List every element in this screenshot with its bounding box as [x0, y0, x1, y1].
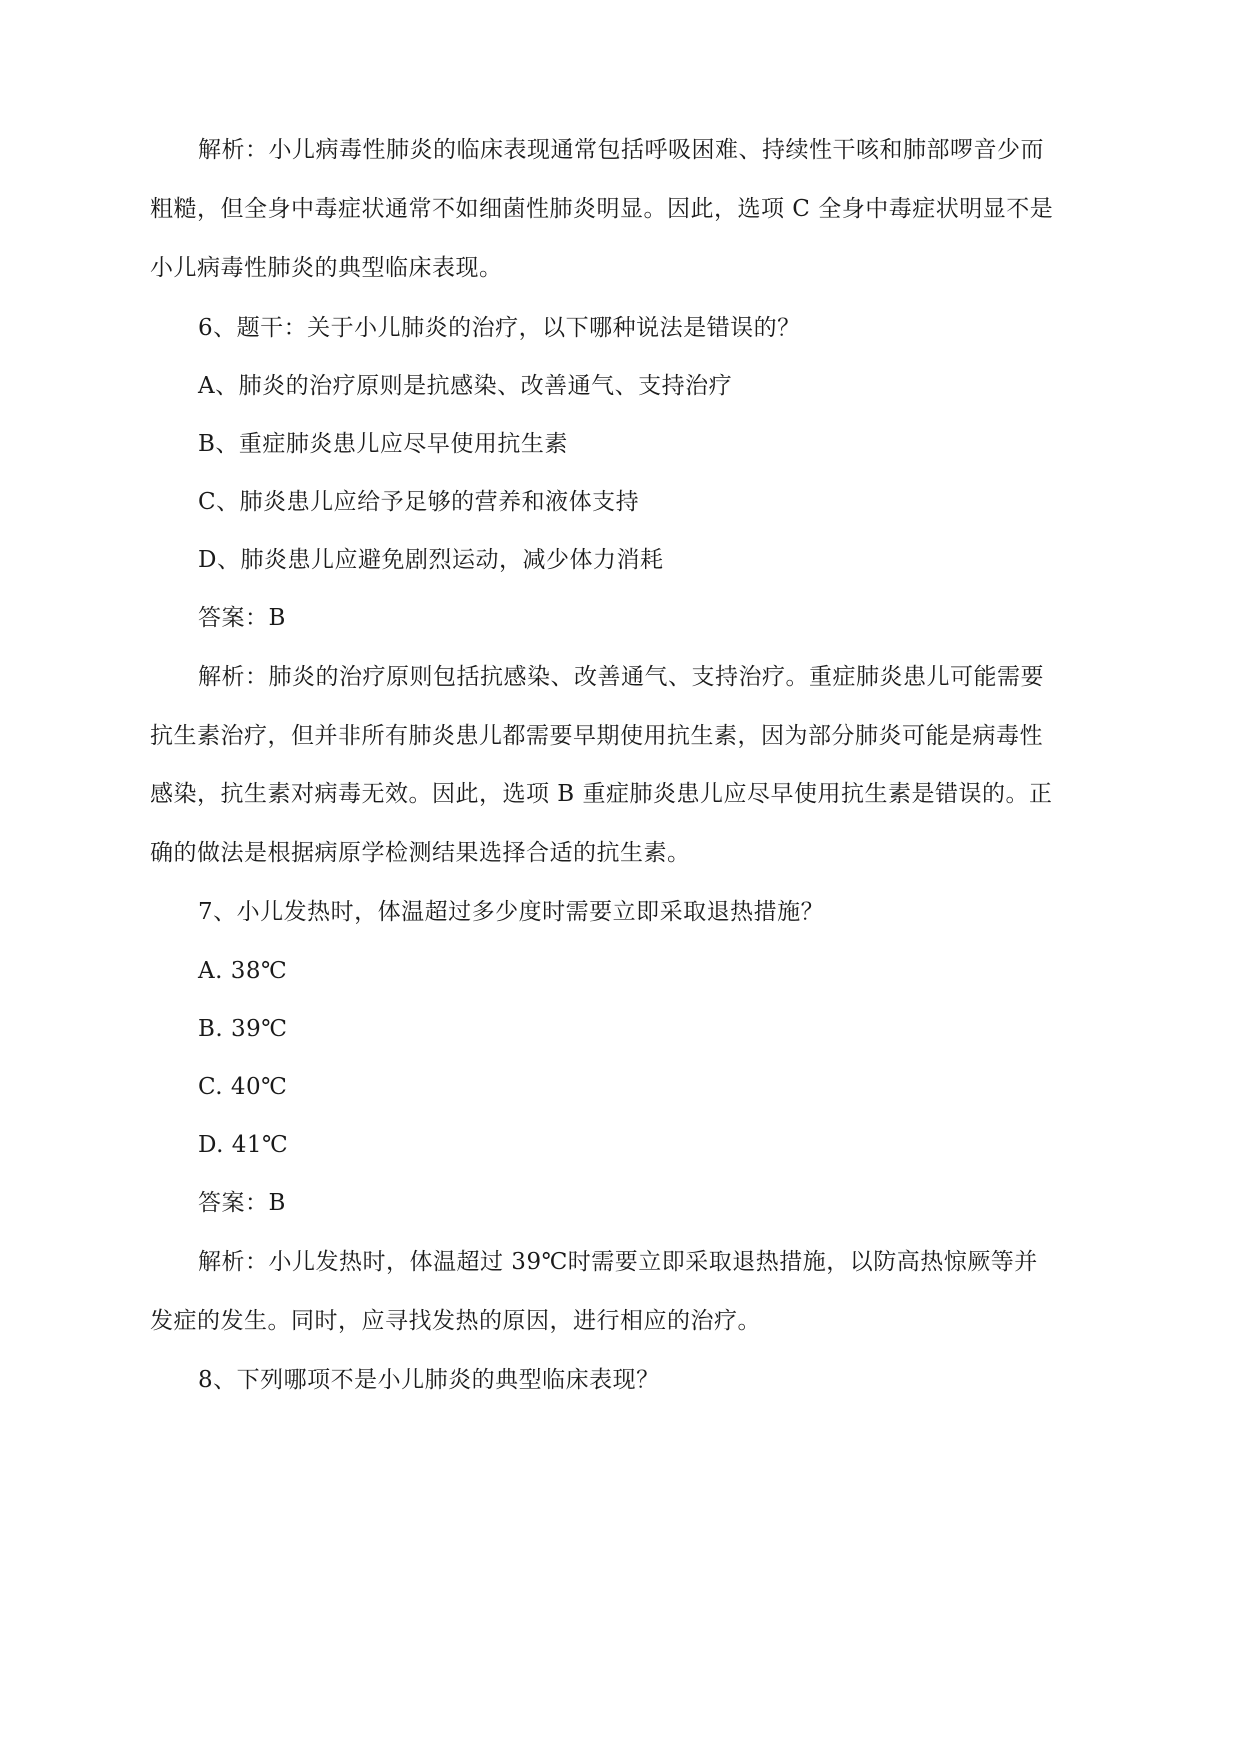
- q7-option-d: D. 41℃: [198, 1132, 289, 1158]
- q6-analysis-line-1: 解析：肺炎的治疗原则包括抗感染、改善通气、支持治疗。重症肺炎患儿可能需要: [198, 664, 1044, 690]
- q6-option-a: A、肺炎的治疗原则是抗感染、改善通气、支持治疗: [198, 373, 733, 399]
- q6-analysis-line-3: 感染，抗生素对病毒无效。因此，选项 B 重症肺炎患儿应尽早使用抗生素是错误的。正: [150, 781, 1053, 807]
- q6-option-b: B、重症肺炎患儿应尽早使用抗生素: [198, 431, 568, 457]
- q8-stem: 8、下列哪项不是小儿肺炎的典型临床表现？: [198, 1367, 660, 1393]
- q7-analysis-line-1: 解析：小儿发热时，体温超过 39℃时需要立即采取退热措施，以防高热惊厥等并: [198, 1249, 1038, 1275]
- q7-answer: 答案：B: [198, 1190, 286, 1216]
- q7-option-b: B. 39℃: [198, 1016, 288, 1042]
- q6-stem: 6、题干：关于小儿肺炎的治疗，以下哪种说法是错误的？: [198, 315, 801, 341]
- q7-analysis-line-2: 发症的发生。同时，应寻找发热的原因，进行相应的治疗。: [150, 1308, 761, 1334]
- q5-analysis-line-3: 小儿病毒性肺炎的典型临床表现。: [150, 255, 503, 281]
- q5-analysis-line-2: 粗糙，但全身中毒症状通常不如细菌性肺炎明显。因此，选项 C 全身中毒症状明显不是: [150, 196, 1054, 222]
- q5-analysis-line-1: 解析：小儿病毒性肺炎的临床表现通常包括呼吸困难、持续性干咳和肺部啰音少而: [198, 137, 1044, 163]
- q6-option-d: D、肺炎患儿应避免剧烈运动，减少体力消耗: [198, 547, 664, 573]
- q6-analysis-line-2: 抗生素治疗，但并非所有肺炎患儿都需要早期使用抗生素，因为部分肺炎可能是病毒性: [150, 723, 1043, 749]
- q7-option-a: A. 38℃: [198, 958, 288, 984]
- q6-option-c: C、肺炎患儿应给予足够的营养和液体支持: [198, 489, 640, 515]
- q7-stem: 7、小儿发热时，体温超过多少度时需要立即采取退热措施？: [198, 899, 825, 925]
- q7-option-c: C. 40℃: [198, 1074, 288, 1100]
- q6-analysis-line-4: 确的做法是根据病原学检测结果选择合适的抗生素。: [150, 840, 691, 866]
- q6-answer: 答案：B: [198, 605, 286, 631]
